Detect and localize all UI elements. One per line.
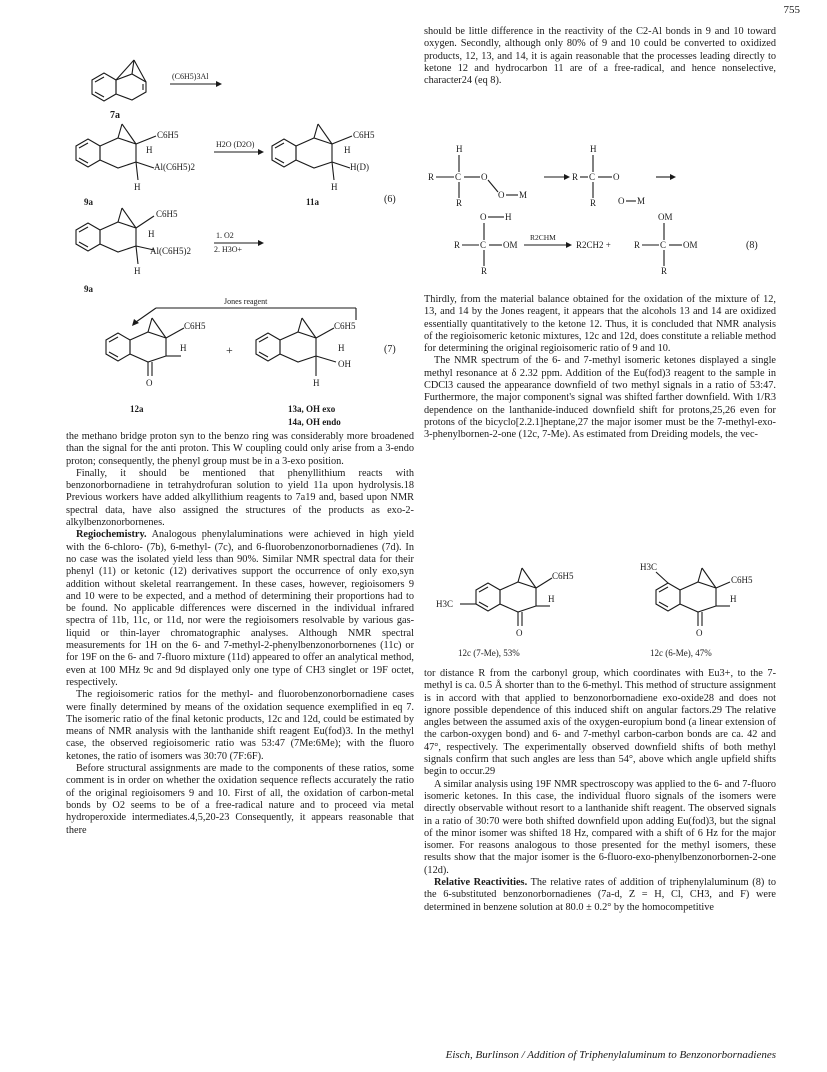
svg-text:R: R [661,266,668,276]
svg-text:H: H [331,182,338,192]
reagent-1: (C6H5)3Al [172,72,209,81]
right-para-5: Relative Reactivities. The relative rates of addition of triphenylaluminum (8) to the 6-substituted benzonorbornadienes (7a-d, Z = H, Cl, CH3, and F) were determined in benzene solution at 80.0 ± 0.2° by the homocompetitive [424,877,776,913]
svg-text:R2CHM: R2CHM [530,233,556,242]
label-9a: 9a [84,197,93,207]
svg-text:H: H [134,182,141,192]
svg-text:H: H [313,378,320,388]
structure-12a [106,318,184,376]
svg-text:R: R [481,266,488,276]
left-para-3: Regiochemistry. Analogous phenylaluminations were achieved in high yield with the 6-chloro- (7b), 6-methyl- (7c), and 6-fluorobenzonorbornadienes (7d). In no case was the isolated yield less than 90%. Similar NMR spectral data for their phenyl (11) or ketonic (12) derivatives support the occurrence of only exo,syn addition without skeletal rearrangement. In these cases, however, regioisomers 9 and 10 were to be expected, and a method of determining their proportions had to be found. No applicable differences were discerned in the individual infrared spectra of 11b, 11c, or 11d, nor were the regioisomers resolvable by various gas-liquid or thin-layer chromatographic analyses. Although NMR spectral measurements for 1H on the 6- and 7-methyl-2-phenylbenzonorbornenes (11c) or for 19F on the 6- and 7-fluoro mixture (11d) appeared to offer an analytical method, even at 100 MHz 9c and 9d displayed only one type of CH3 singlet or 19F octet, respectively. [66,529,414,688]
left-column-text [66,431,414,837]
svg-text:R: R [454,240,461,250]
svg-text:C6H5: C6H5 [731,575,753,585]
svg-text:H: H [338,343,345,353]
svg-text:H3C: H3C [436,599,454,609]
left-para-2: Finally, it should be mentioned that phenyllithium reacts with benzonorbornadiene in tetrahydrofuran solution to yield 11a upon hydrolysis.18 Previous workers have added alkyllithium reagents to 7a19 and, based upon NMR spectral data, have also assigned the structures of the products as exo-2-alkylbenzonorbornenes. [66,467,414,529]
label-13a: 13a, OH exo [288,404,336,414]
structure-9a-second [76,208,154,264]
label-12c-7me: 12c (7-Me), 53% [458,648,520,658]
right-column-top-text [424,26,776,87]
left-para-4: The regioisomeric ratios for the methyl- and fluorobenzonorbornadiene cases were finally determined by means of the oxidation sequence exemplified in eq 7. The isomeric ratio of the final ketonic products, 12c and 12d, could be estimated by means of NMR analysis with the lanthanide shift reagent Eu(fod)3. In the methyl case, the observed regioisomeric ratio was 53:47 (7Me:6Me); with the fluoro ketones, the ratio of isomers was 30:70 (7F:6F). [66,689,414,762]
structure-9a [76,124,156,180]
svg-text:+: + [226,343,233,357]
label-12c-6me: 12c (6-Me), 47% [650,648,712,658]
svg-text:C: C [455,172,462,182]
svg-text:H2O (D2O): H2O (D2O) [216,140,255,149]
svg-text:M: M [637,196,646,206]
svg-text:H: H [730,594,737,604]
label-14a: 14a, OH endo [288,417,341,427]
svg-text:C6H5: C6H5 [157,130,179,140]
svg-text:C6H5: C6H5 [334,321,356,331]
svg-text:C6H5: C6H5 [552,571,574,581]
structure-12c-7Me [460,568,552,626]
left-para-5: Before structural assignments are made to the components of these ratios, some comment is in order on whether the oxidation sequence reflects accurately the ratio of the original regioisomers 9 and 10. First of all, the oxidation of carbon-metal bonds by O2 seems to be of a free-radical nature and to proceed via metal hydroperoxide intermediates.4,5,20-23 Consequently, it appears reasonable that there [66,763,414,836]
mechanism-eq8 [424,140,776,290]
label-7a: 7a [110,110,120,121]
label-11a: 11a [306,197,320,207]
structure-7a [92,60,146,101]
svg-text:H: H [344,145,351,155]
svg-text:OH: OH [338,359,351,369]
svg-text:O: O [498,190,505,200]
svg-text:R2CH2 +: R2CH2 + [576,240,611,250]
right-para-2: The NMR spectrum of the 6- and 7-methyl isomeric ketones displayed a single methyl resonance at δ 2.32 ppm. Addition of the Eu(fod)3 reagent to the sample in CDCl3 caused the appearance downfield of two methyl signals in a ratio of 53:47. Furthermore, the major component's signal was shifted farther downfield. With 1/R3 dependence on the lanthanide-induced downfield shift for protons,25,26 even for protons of the bicyclo[2.2.1]heptane,27 the major isomer must be the 7-methyl-exo-3-phenylbornen-2-one (12c, 7-Me). As estimated from Dreiding models, the vec- [424,355,776,441]
svg-text:H(D): H(D) [350,162,369,172]
svg-text:R: R [572,172,579,182]
structure-11a [272,124,352,180]
svg-text:O: O [613,172,620,182]
svg-text:O: O [481,172,488,182]
right-column-mid-text [424,294,776,442]
svg-text:H: H [148,229,155,239]
heading-relative-reactivities: Relative Reactivities. [434,877,528,889]
svg-text:1. O2: 1. O2 [216,231,234,240]
jones-reagent: Jones reagent [224,297,268,306]
svg-text:H: H [456,144,463,154]
svg-text:O: O [480,212,487,222]
svg-text:H: H [548,594,555,604]
svg-text:H: H [146,145,153,155]
svg-text:R: R [634,240,641,250]
svg-text:R: R [428,172,435,182]
heading-regiochemistry: Regiochemistry. [76,529,147,541]
svg-text:C6H5: C6H5 [353,130,375,140]
svg-text:C: C [589,172,596,182]
svg-text:C6H5: C6H5 [156,209,178,219]
eq-6: (6) [384,194,396,205]
svg-text:OM: OM [658,212,673,222]
label-9a-second: 9a [84,284,93,294]
svg-text:OM: OM [683,240,698,250]
right-para-3: tor distance R from the carbonyl group, which coordinates with Eu3+, to the 7-methyl is ca. 0.5 Å shorter than to the 6-methyl. This method of structure assignment is in accord with that applied to benzonorbornadiene exo-oxide28 and does not ignore possible dependence of this induced shift on angular factors.29 The relative angles between the assumed axis of the oxygen-europium bond (a linear extension of the carbon-oxygen bond) and 6- and 7-methyl carbon-carbon bonds are ca. 42 and 47°, respectively. The experimentally observed downfield shifts of both methyl signals confirm that such angles are less than 54°, above which angle upfield shifts begin to occur.29 [424,668,776,778]
svg-text:O: O [516,628,523,638]
svg-text:2. H3O+: 2. H3O+ [214,245,243,254]
right-para-1: Thirdly, from the material balance obtained for the oxidation of the mixture of 12, 13, and 14 by the Jones reagent, it appears that the alcohols 13 and 14 are oxidized essentially quantitatively to the ketone 12. Thus, it is concluded that NMR analysis of the regioisomeric ketonic mixtures, 12c and 12d, does constitute a reliable method for determining the original regioisomeric ratio of 9 and 10. [424,294,776,355]
svg-text:H: H [180,343,187,353]
structure-12c-6Me [656,568,730,626]
svg-text:Al(C6H5)2: Al(C6H5)2 [150,246,191,256]
eq-8: (8) [746,240,758,251]
svg-text:R: R [456,198,463,208]
svg-text:R: R [590,198,597,208]
svg-text:C: C [480,240,487,250]
svg-text:OM: OM [503,240,518,250]
reaction-scheme [66,40,416,432]
svg-text:O: O [618,196,625,206]
svg-text:C6H5: C6H5 [184,321,206,331]
right-para-0: should be little difference in the reactivity of the C2-Al bonds in 9 and 10 toward oxygen. Secondly, although only 80% of 9 and 10 could be converted to oxidized products, 12, 13, and 14, it is again reasonable that the processes leading directly to ketone 12 and hydrocarbon 11 are of a free-radical, and hence nonselective, character24 (eq 8). [424,26,776,87]
svg-text:H: H [134,266,141,276]
structure-13a-14a [256,318,336,376]
svg-text:O: O [146,378,153,388]
right-column-lower-text [424,668,776,914]
svg-text:H3C: H3C [640,562,658,572]
svg-text:H: H [505,212,512,222]
eq-7: (7) [384,344,396,355]
svg-text:O: O [696,628,703,638]
ketone-structures [424,560,776,666]
svg-text:Al(C6H5)2: Al(C6H5)2 [154,162,195,172]
svg-text:M: M [519,190,528,200]
svg-text:H: H [590,144,597,154]
page-number: 755 [783,4,800,16]
left-para-1: the methano bridge proton syn to the benzo ring was considerably more broadened than the signal for the anti proton. This W coupling could only arise from a 3-endo proton; consequently, the phenyl group must be in a 3-exo position. [66,431,414,467]
running-footer: Eisch, Burlinson / Addition of Triphenylaluminum to Benzonorbornadienes [445,1049,776,1061]
svg-text:C: C [660,240,667,250]
right-para-4: A similar analysis using 19F NMR spectroscopy was applied to the 6- and 7-fluoro isomeric ketones. In this case, the individual fluoro signals of the isomers were directly observable without resort to a lanthanide shift reagent. The observed signals in a ratio of 30:70 were both shifted downfield upon adding Eu(fod)3, but the signal of the minor isomer was shifted 18 Hz, compared with a shift of 6 Hz for the major isomer. For reasons analogous to those presented for the methyl isomers, these results show that the major isomer is the 6-fluoro-exo-phenylbenzonorbornen-2-one (12d). [424,778,776,876]
label-12a: 12a [130,404,144,414]
